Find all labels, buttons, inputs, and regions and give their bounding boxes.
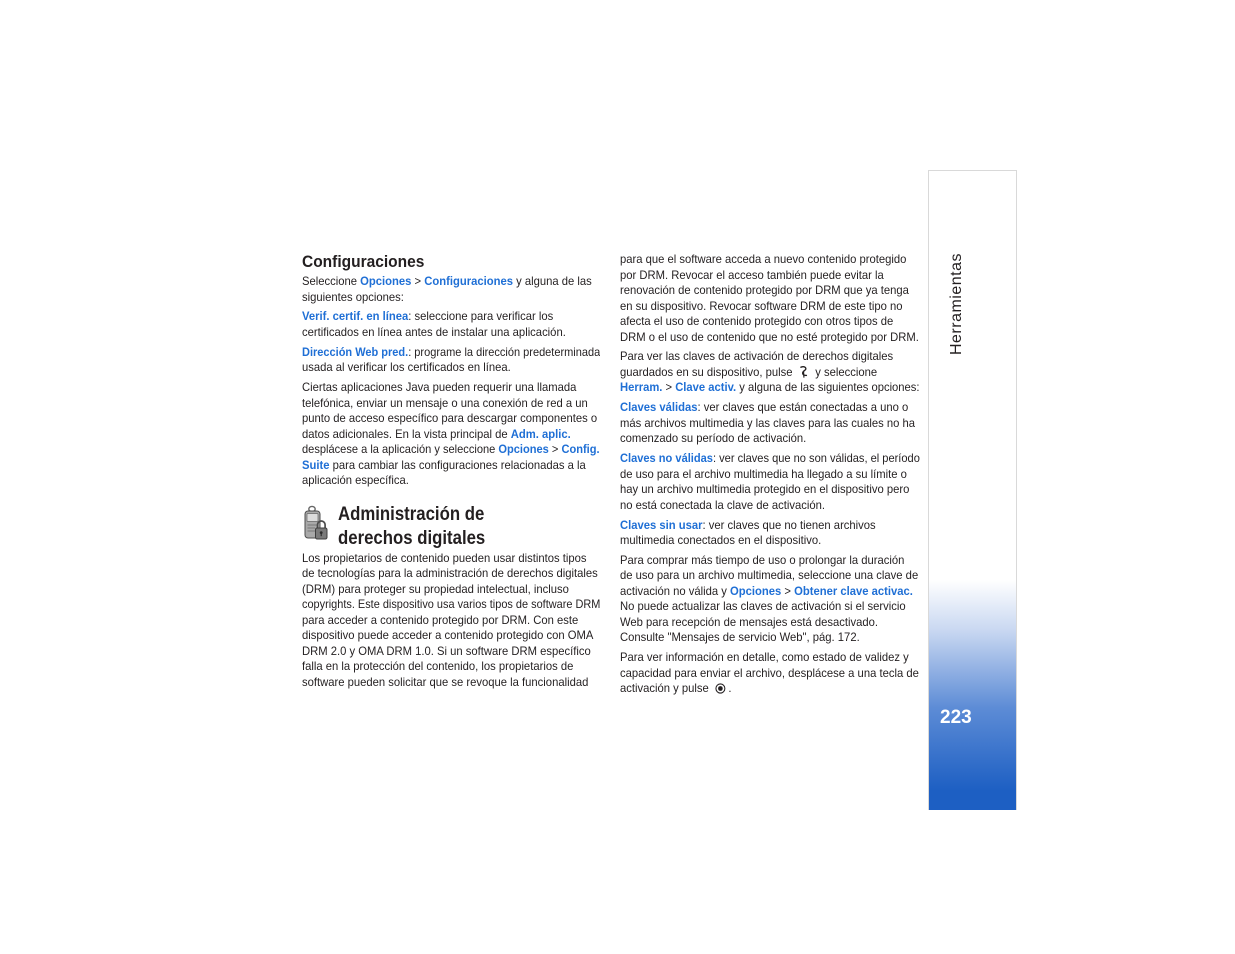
text-line-content: [302, 628, 593, 644]
text-line: [620, 416, 920, 432]
paragraph: [620, 349, 920, 396]
text-line-content: [620, 568, 918, 584]
paragraph: [620, 451, 920, 513]
text-line: [620, 365, 920, 381]
text-line-content: [620, 498, 825, 514]
text-line: [620, 330, 920, 346]
paragraph: [302, 380, 600, 489]
text-segment: >: [411, 275, 425, 288]
text-line-content: [302, 458, 586, 474]
text-segment: multimedia conectados en el dispositivo.: [620, 534, 822, 548]
text-line: [302, 360, 600, 376]
text-line: [620, 615, 920, 631]
section: [302, 502, 600, 691]
menu-term: Obtener clave activac.: [794, 584, 913, 598]
text-segment: dispositivo puede acceder a contenido protegido con OMA: [302, 629, 594, 643]
menu-term: Opciones: [498, 443, 549, 457]
text-line: [302, 290, 600, 306]
text-segment: aplicación específica.: [302, 474, 409, 488]
text-line: [302, 274, 600, 290]
text-segment: : ver claves que no tienen archivos: [702, 518, 876, 532]
text-line-content: [302, 427, 571, 443]
text-line: [302, 644, 600, 660]
text-segment: y alguna de las: [512, 275, 592, 288]
text-segment: comenzado su período de activación.: [620, 432, 807, 446]
text-line: [620, 431, 920, 447]
text-line-content: [302, 473, 409, 489]
text-line: [302, 551, 600, 567]
text-line: [620, 451, 920, 467]
text-line-content: [302, 644, 591, 660]
menu-term: Opciones: [360, 275, 412, 288]
text-line: [620, 681, 920, 697]
text-line-content: [620, 252, 906, 268]
text-line: [620, 630, 920, 646]
padlock-key-icon: [303, 505, 329, 543]
text-segment: usada al verificar los certificados en línea.: [302, 361, 511, 375]
text-segment: (DRM) para proteger su propiedad intelectual, incluso: [302, 582, 569, 596]
paragraph: [302, 309, 600, 340]
text-line: [302, 597, 600, 613]
text-line: [620, 268, 920, 284]
text-line: [302, 442, 600, 458]
text-segment: >: [662, 381, 676, 395]
text-segment: : ver claves que están conectadas a uno o: [697, 401, 909, 415]
text-line: [620, 380, 920, 396]
menu-term: Claves sin usar: [620, 518, 703, 532]
text-line: [620, 283, 920, 299]
text-line-content: [302, 675, 588, 691]
text-line-content: [620, 268, 884, 284]
text-segment: para acceder a contenido protegido por DRM. Con este: [302, 613, 579, 627]
text-line-content: [302, 325, 566, 341]
section: [620, 252, 920, 697]
text-segment: punto de acceso específico para descargar componentes o: [302, 412, 598, 426]
text-line: [302, 411, 600, 427]
joystick-select-icon: [715, 683, 726, 694]
section-heading: [338, 502, 600, 550]
text-line-content: [302, 582, 569, 598]
right-column: [620, 252, 920, 701]
text-segment: activación no válida y: [620, 584, 731, 598]
section: [302, 252, 600, 489]
text-segment: de uso para un archivo multimedia, seleccione una clave de: [620, 569, 919, 583]
chapter-tab: [928, 170, 1017, 810]
text-line: [302, 427, 600, 443]
text-line-content: [620, 299, 903, 315]
text-segment: Para comprar más tiempo de uso o prolongar la duración: [620, 553, 905, 567]
text-segment: Para ver las claves de activación de derechos digitales: [620, 350, 894, 364]
text-segment: desplácese a la aplicación y seleccione: [302, 443, 499, 457]
text-line: [620, 553, 920, 569]
text-line-content: [620, 584, 913, 600]
text-segment: >: [781, 584, 795, 598]
menu-term: Dirección Web pred.: [302, 345, 409, 359]
menu-term: Opciones: [730, 584, 782, 598]
paragraph: [620, 553, 920, 646]
text-segment: Web para recepción de mensajes está desactivado.: [620, 615, 878, 629]
text-line-content: [620, 553, 904, 569]
text-segment: de tecnologías para la administración de derechos digitales: [302, 567, 598, 581]
text-line: [620, 467, 920, 483]
paragraph: [620, 252, 920, 345]
menu-term: Configuraciones: [424, 275, 513, 288]
paragraph: [302, 274, 600, 305]
text-segment: falla en la protección del contenido, los propietarios de: [302, 660, 574, 674]
text-line-content: [620, 630, 860, 646]
menu-term: Verif. certif. en línea: [302, 310, 409, 324]
text-segment: renovación de contenido protegido por DRM que ya tenga: [620, 284, 909, 297]
section-heading-line: derechos digitales: [338, 526, 486, 549]
text-segment: software pueden solicitar que se revoque la funcionalidad: [302, 675, 589, 689]
text-line: [302, 582, 600, 598]
text-line: [620, 584, 920, 600]
text-line-content: [302, 613, 578, 629]
text-line-content: [620, 599, 906, 615]
text-segment: más archivos multimedia y las claves para las cuales no ha: [620, 416, 916, 430]
text-line: [302, 325, 600, 341]
text-segment: por DRM. Revocar el acceso también puede evitar la: [620, 268, 884, 282]
text-segment: Los propietarios de contenido pueden usar distintos tipos: [302, 551, 587, 565]
text-line: [302, 659, 600, 675]
text-segment: no está conectada la clave de activación.: [620, 498, 826, 512]
text-line-content: [620, 650, 909, 666]
text-line-content: [620, 283, 909, 299]
menu-key-icon: [799, 365, 810, 378]
menu-term: Suite: [302, 458, 330, 472]
chapter-title: Herramientas: [948, 253, 965, 356]
text-line-content: [620, 518, 876, 534]
text-segment: >: [548, 443, 562, 457]
text-segment: datos adicionales. En la vista principal de: [302, 427, 511, 441]
text-line-content: [620, 615, 878, 631]
text-segment: y alguna de las siguientes opciones:: [736, 381, 920, 395]
text-line-content: [620, 365, 877, 381]
text-line-content: [620, 314, 893, 330]
menu-term: Config.: [561, 443, 600, 457]
text-segment: Seleccione: [302, 275, 361, 288]
text-line-content: [302, 566, 598, 582]
text-line: [302, 613, 600, 629]
text-line: [620, 666, 920, 682]
text-line-content: [302, 274, 592, 290]
text-line: [620, 482, 920, 498]
text-segment: activación y pulse: [620, 682, 712, 696]
menu-term: Claves válidas: [620, 401, 698, 415]
text-line: [620, 533, 920, 549]
text-line-content: [302, 309, 553, 325]
left-column: [302, 252, 600, 695]
text-line-content: [620, 400, 908, 416]
text-line-content: [302, 659, 573, 675]
text-segment: guardados en su dispositivo, pulse: [620, 365, 796, 379]
paragraph: [302, 551, 600, 691]
text-segment: para que el software acceda a nuevo contenido protegido: [620, 253, 907, 266]
text-line: [302, 566, 600, 582]
text-segment: certificados en línea antes de instalar una aplicación.: [302, 325, 566, 339]
menu-term: Adm. aplic.: [510, 427, 571, 441]
text-line: [302, 309, 600, 325]
text-segment: afecta el uso de contenido protegido con otros tipos de: [620, 315, 894, 328]
page-number: 223: [940, 707, 972, 728]
text-line-content: [302, 442, 600, 458]
text-line-content: [620, 416, 915, 432]
menu-term: Clave activ.: [675, 381, 737, 395]
text-line: [620, 518, 920, 534]
text-segment: DRM 2.0 y OMA DRM 1.0. Si un software DRM específico: [302, 644, 591, 658]
text-line: [620, 498, 920, 514]
text-line-content: [302, 380, 576, 396]
text-line-content: [620, 533, 821, 549]
text-line-content: [620, 482, 909, 498]
paragraph: [302, 345, 600, 376]
menu-term: Herram.: [620, 381, 663, 395]
text-segment: telefónica, enviar un mensaje o una conexión de red a un: [302, 396, 588, 410]
text-line-content: [302, 360, 511, 376]
text-segment: : seleccione para verificar los: [408, 310, 554, 324]
text-segment: copyrights. Este dispositivo usa varios tipos de software DRM: [302, 598, 600, 612]
text-line: [302, 628, 600, 644]
text-segment: de uso para el archivo multimedia ha llegado a su límite o: [620, 467, 907, 481]
text-line: [302, 473, 600, 489]
text-line-content: [620, 681, 732, 697]
text-line-content: [302, 396, 588, 412]
text-line-content: [302, 551, 586, 567]
text-segment: DRM o el uso de contenido que no esté protegido por DRM.: [620, 330, 919, 344]
text-segment: capacidad para enviar el archivo, desplácese a una tecla de: [620, 666, 919, 680]
menu-term: Claves no válidas: [620, 452, 713, 466]
text-segment: Ciertas aplicaciones Java pueden requerir una llamada: [302, 381, 577, 395]
text-line: [620, 299, 920, 315]
text-segment: No puede actualizar las claves de activación si el servicio: [620, 600, 906, 614]
text-segment: : ver claves que no son válidas, el período: [712, 452, 920, 466]
text-segment: : programe la dirección predeterminada: [408, 345, 600, 359]
text-segment: Consulte "Mensajes de servicio Web", pág. 172.: [620, 631, 860, 645]
text-line-content: [620, 380, 920, 396]
paragraph: [620, 650, 920, 697]
text-line: [620, 568, 920, 584]
text-line-content: [620, 330, 919, 346]
text-line: [302, 675, 600, 691]
text-line: [302, 396, 600, 412]
text-line: [620, 650, 920, 666]
text-segment: y seleccione: [812, 365, 878, 379]
text-segment: .: [728, 682, 732, 696]
section-heading-line: Administración de: [338, 502, 485, 525]
text-line-content: [620, 451, 920, 467]
text-line-content: [302, 345, 600, 361]
text-line: [620, 314, 920, 330]
text-line: [620, 599, 920, 615]
text-line-content: [302, 290, 404, 306]
text-segment: Para ver información en detalle, como estado de validez y: [620, 651, 909, 665]
text-line-content: [620, 349, 893, 365]
text-line: [302, 380, 600, 396]
text-segment: en su dispositivo. Revocar software DRM de este tipo no: [620, 299, 903, 313]
text-segment: siguientes opciones:: [302, 290, 404, 304]
text-segment: para cambiar las configuraciones relacionadas a la: [329, 458, 586, 472]
text-line-content: [302, 411, 597, 427]
paragraph: [620, 518, 920, 549]
text-line-content: [620, 666, 919, 682]
paragraph: [620, 400, 920, 447]
text-segment: hay un archivo multimedia protegido en el dispositivo pero: [620, 483, 910, 497]
section-heading: [302, 252, 600, 272]
text-line-content: [620, 467, 907, 483]
text-line: [302, 345, 600, 361]
text-line: [620, 349, 920, 365]
text-line: [302, 458, 600, 474]
text-line: [620, 400, 920, 416]
text-line: [620, 252, 920, 268]
section-heading-line: Configuraciones: [302, 253, 425, 271]
text-line-content: [620, 431, 806, 447]
text-line-content: [302, 597, 600, 613]
